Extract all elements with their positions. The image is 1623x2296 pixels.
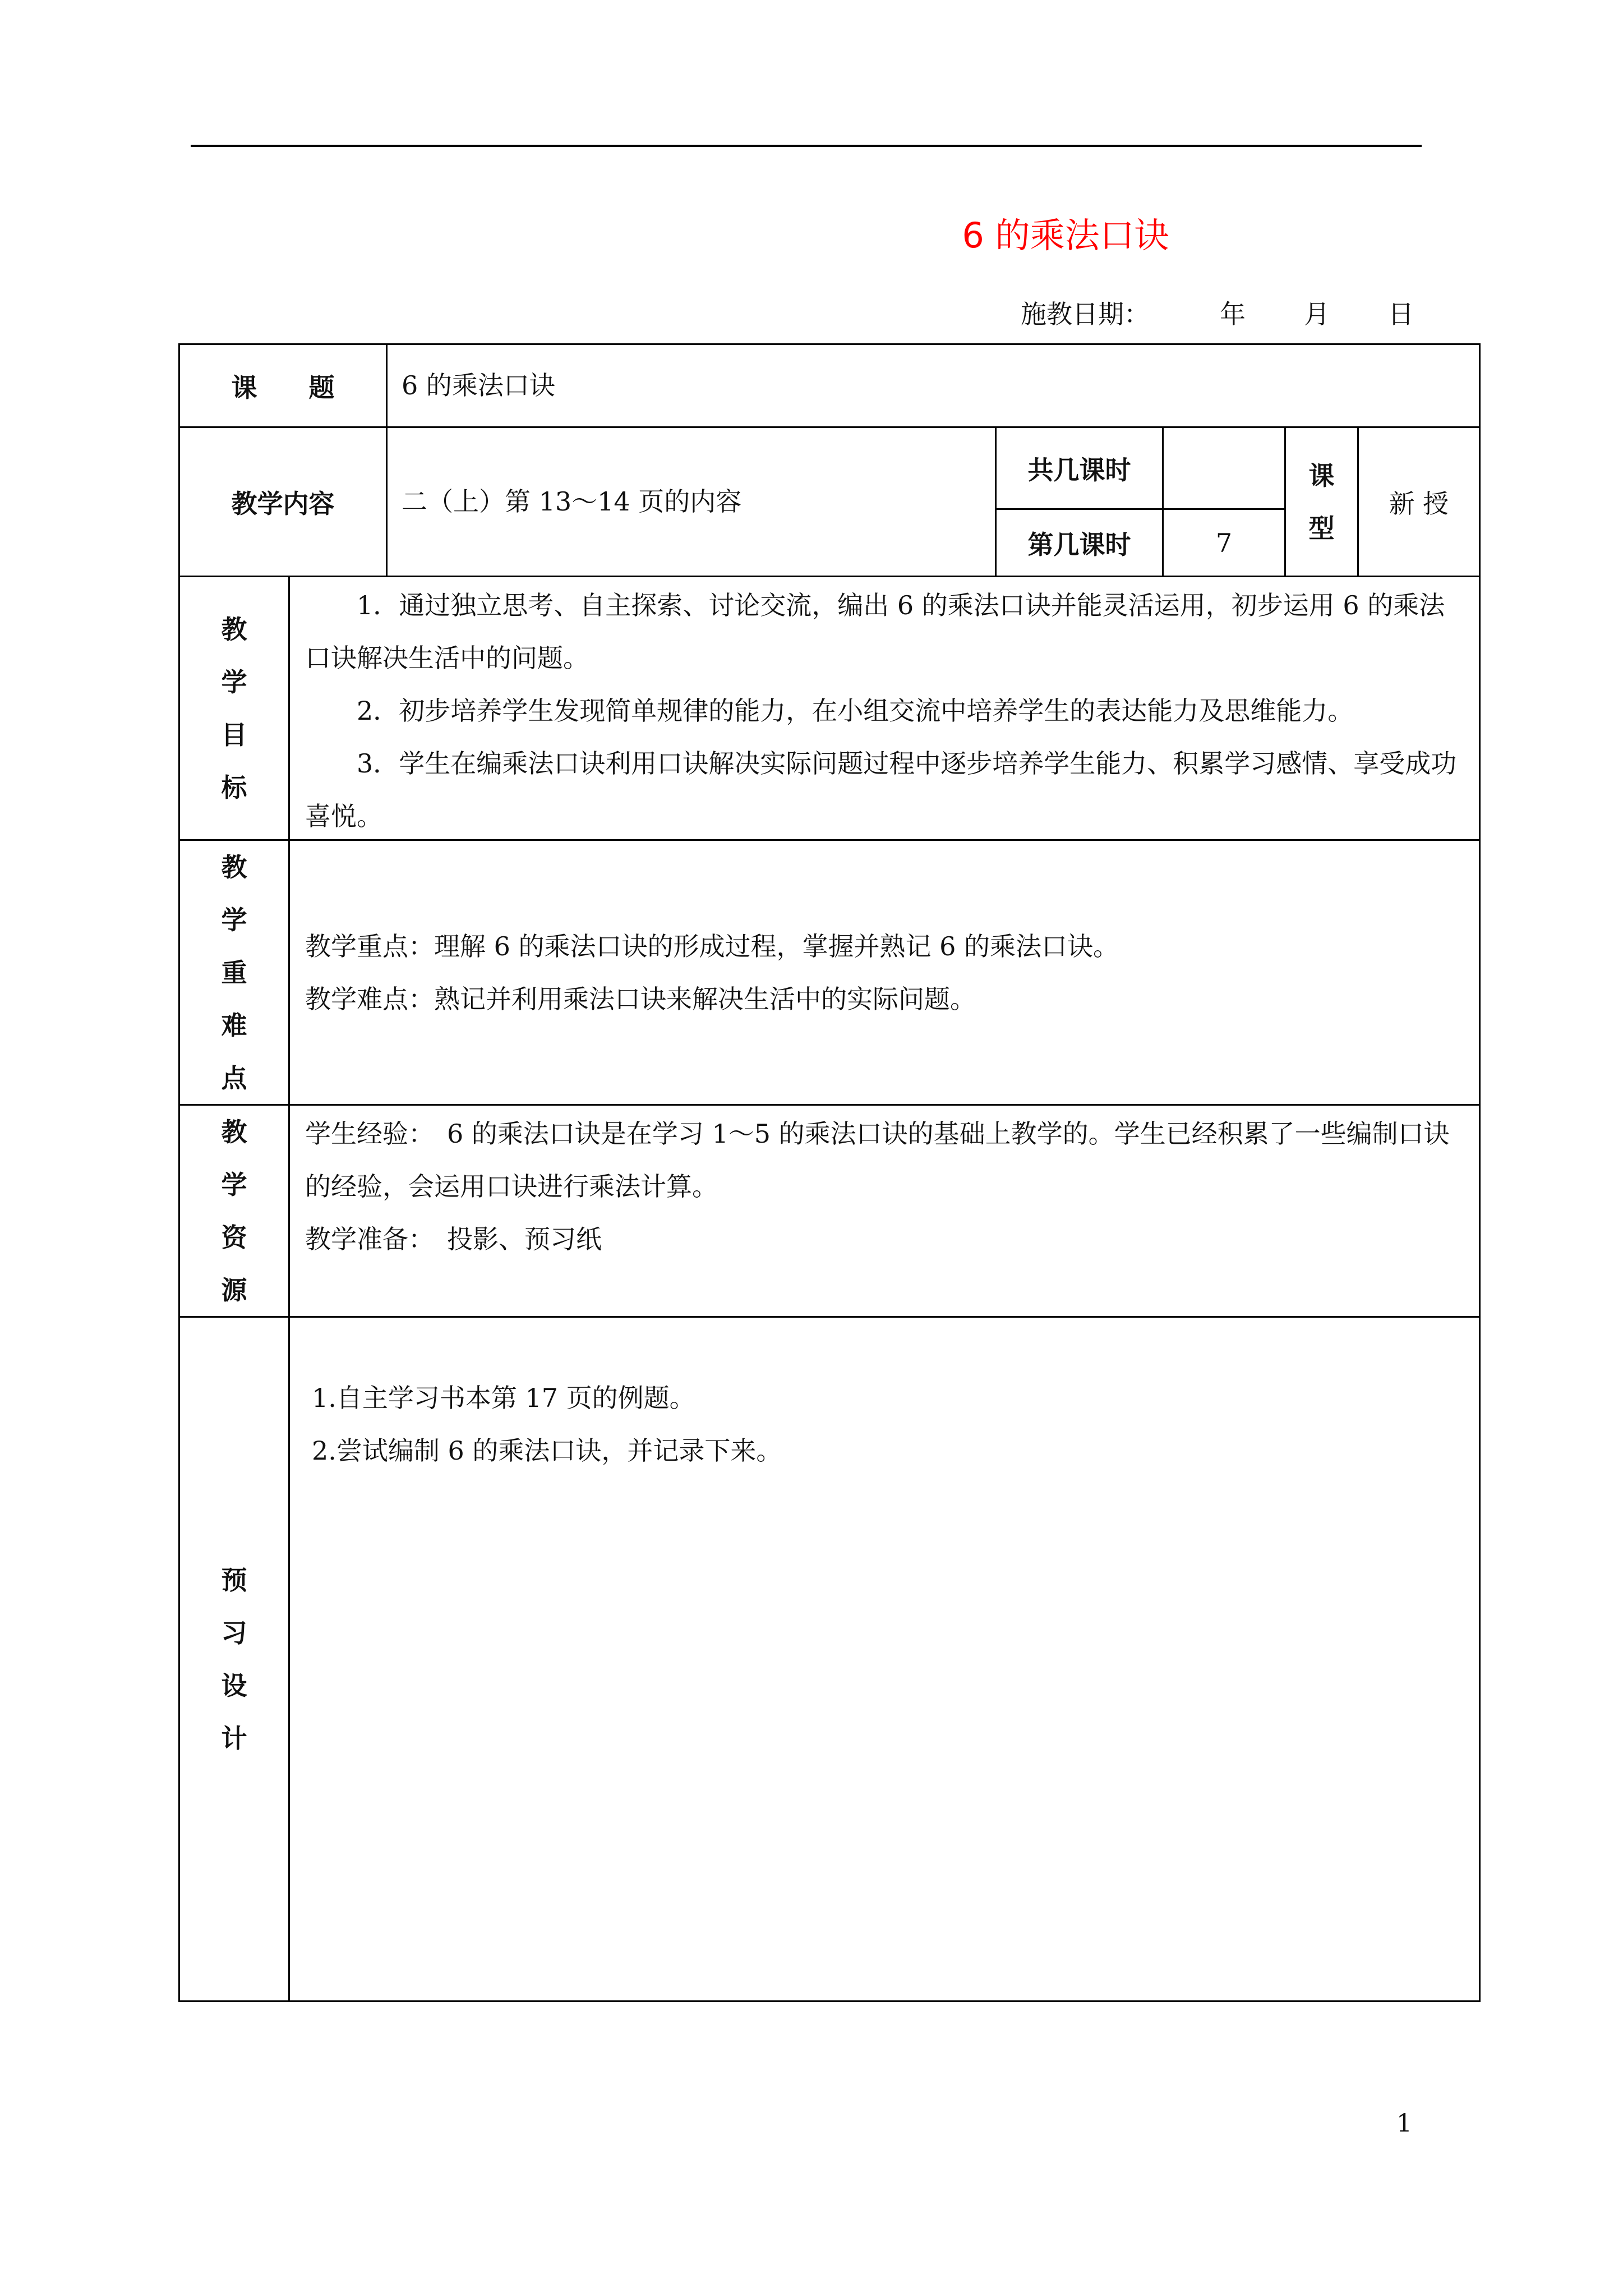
table-border-right (1479, 343, 1481, 2002)
table-row-divider (178, 1104, 1481, 1106)
content-value: 二（上）第 13～14 页的内容 (402, 486, 742, 517)
lesson-type-value: 新 授 (1389, 488, 1449, 519)
key-points-label-char: 重 (221, 957, 247, 988)
goals-label-char: 目 (221, 719, 247, 750)
preview-content (312, 1372, 1467, 1477)
page-number: 1 (1396, 2109, 1412, 2138)
preview-label-char: 习 (221, 1617, 247, 1648)
table-border-bottom (178, 2000, 1481, 2002)
date-month: 月 (1304, 299, 1330, 329)
key-points-label-char: 点 (221, 1062, 247, 1093)
goals-label-char: 教 (221, 614, 247, 645)
total-hours-label: 共几课时 (1027, 454, 1131, 485)
resources-content (305, 1107, 1466, 1266)
resource-item: 教学准备： 投影、预习纸 (305, 1224, 602, 1254)
preview-item: 2.尝试编制 6 的乘法口诀，并记录下来。 (312, 1435, 782, 1466)
date-day: 日 (1388, 299, 1414, 329)
lesson-number-label: 第几课时 (1027, 529, 1131, 560)
total-hours-value (1164, 428, 1284, 508)
table-col-divider (386, 343, 388, 577)
lesson-type-label-char: 型 (1308, 513, 1335, 544)
date-line (1021, 295, 1436, 334)
goals-label-char: 学 (221, 666, 247, 697)
preview-item: 1.自主学习书本第 17 页的例题。 (312, 1383, 695, 1413)
goals-content (305, 579, 1466, 843)
resources-label-char: 学 (221, 1169, 247, 1200)
resources-label-char: 资 (221, 1222, 247, 1253)
goals-label-char: 标 (221, 772, 247, 803)
resources-label-char: 源 (221, 1274, 247, 1305)
page-title: 6 的乘法口诀 (962, 215, 1169, 256)
goal-item: 2．初步培养学生发现简单规律的能力，在小组交流中培养学生的表达能力及思维能力。 (357, 696, 1354, 726)
preview-label (180, 1318, 288, 2000)
key-point-item: 教学重点：理解 6 的乘法口诀的形成过程，掌握并熟记 6 的乘法口诀。 (305, 931, 1119, 961)
preview-label-char: 设 (221, 1670, 247, 1701)
preview-label-char: 预 (221, 1565, 247, 1595)
resources-label-char: 教 (221, 1116, 247, 1147)
key-points-label (180, 841, 288, 1104)
topic-label: 课 题 (231, 372, 335, 403)
key-points-label-char: 难 (221, 1010, 247, 1041)
key-point-item: 教学难点：熟记并利用乘法口诀来解决生活中的实际问题。 (305, 984, 976, 1014)
date-label: 施教日期： (1021, 299, 1150, 329)
content-label: 教学内容 (231, 488, 335, 519)
goal-item: 1．通过独立思考、自主探索、讨论交流，编出 6 的乘法口诀并能灵活运用，初步运用 6 的乘法口诀解决生活中的问题。 (305, 590, 1445, 673)
goals-label (180, 577, 288, 839)
resource-item: 学生经验： 6 的乘法口诀是在学习 1～5 的乘法口诀的基础上教学的。学生已经积累了一些编制口诀的经验，会运用口诀进行乘法计算。 (305, 1119, 1450, 1202)
key-points-label-char: 学 (221, 904, 247, 935)
table-row-divider (178, 1316, 1481, 1318)
date-year: 年 (1220, 299, 1246, 329)
header-rule (191, 145, 1422, 147)
lesson-type-label-char: 课 (1308, 460, 1335, 491)
topic-value: 6 的乘法口诀 (402, 370, 555, 401)
key-points-label-char: 教 (221, 852, 247, 882)
preview-label-char: 计 (221, 1723, 247, 1754)
key-points-content (305, 920, 1466, 1025)
lesson-number-value: 7 (1215, 527, 1233, 558)
resources-label (180, 1106, 288, 1316)
goal-item: 3．学生在编乘法口诀利用口诀解决实际问题过程中逐步培养学生能力、积累学习感情、享受成功喜悦。 (305, 748, 1457, 831)
lesson-type-label (1286, 428, 1357, 576)
table-col-divider (288, 576, 290, 2002)
